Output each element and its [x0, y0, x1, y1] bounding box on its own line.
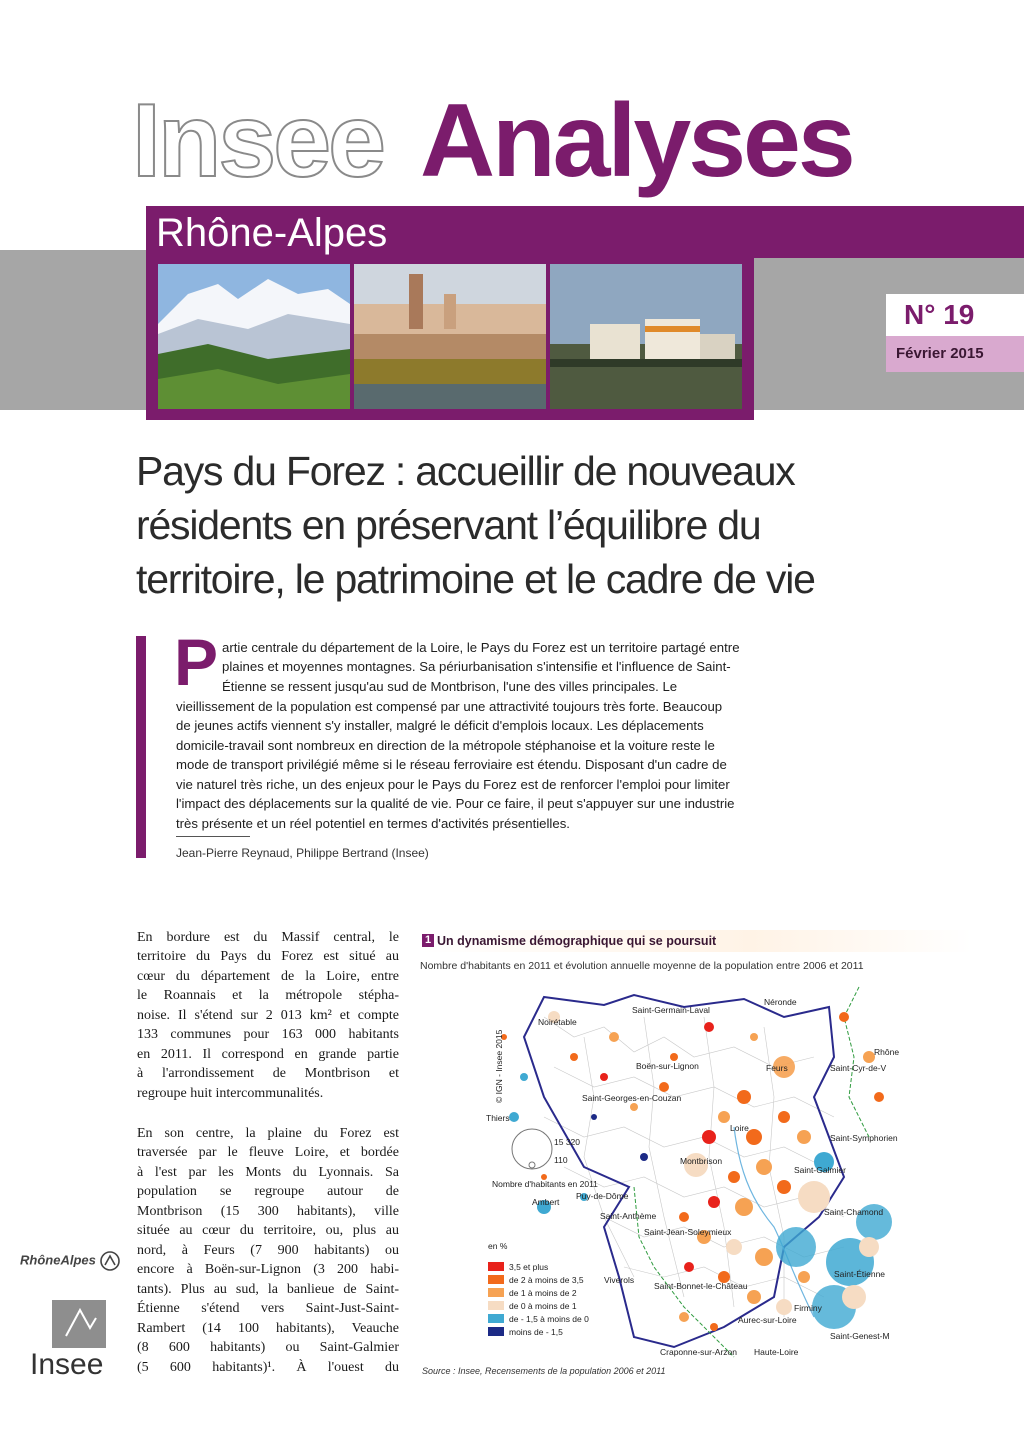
- color-legend-label: de 0 à moins de 1: [509, 1301, 577, 1311]
- body-line: Rambert (14 100 habitants), Veauche: [137, 1321, 399, 1336]
- place-label: Montbrison: [680, 1156, 723, 1166]
- place-label: Néronde: [764, 997, 797, 1007]
- issue-date: Février 2015: [896, 345, 984, 362]
- body-line: en 2011. Il correspond en grande partie: [137, 1047, 399, 1062]
- lead-line: Étienne se ressent jusqu'au sud de Montbrison, l'une des villes principales. Le: [222, 679, 678, 694]
- lead-dropcap: P: [174, 625, 219, 699]
- place-label: Saint-Chamond: [824, 1207, 884, 1217]
- lead-line: l'impact des déplacements sur la qualité de vie. Pour ce faire, il peut s'appuyer sur une industrie: [176, 796, 735, 811]
- figure-number: 1: [422, 934, 434, 947]
- size-legend-max: 15 320: [554, 1137, 580, 1147]
- photo-mountains: [158, 264, 350, 409]
- place-label: Puy-de-Dôme: [576, 1191, 629, 1201]
- color-legend-unit: en %: [488, 1241, 508, 1251]
- body-line: encore à Boën-sur-Lignon (3 200 habi-: [137, 1262, 399, 1277]
- lead-line: plaines et moyennes montagnes. Sa périurbanisation s'intensifie et l'influence de Saint-: [222, 659, 731, 674]
- author-line: Jean-Pierre Reynaud, Philippe Bertrand (Insee): [176, 846, 429, 860]
- body-line: tants). Plus au sud, la banlieue de Saint-: [137, 1282, 399, 1297]
- issue-number: N° 19: [904, 299, 975, 330]
- place-label: Rhône: [874, 1047, 900, 1057]
- insee-logo-mark: [52, 1300, 106, 1348]
- size-legend-title: Nombre d'habitants en 2011: [492, 1179, 598, 1189]
- lead-line: artie centrale du département de la Loire, le Pays du Forez est un territoire partagé entre: [222, 640, 740, 655]
- place-label: Craponne-sur-Arzon: [660, 1347, 738, 1357]
- place-label: Saint-Symphorien: [830, 1133, 898, 1143]
- body-line: nord, à Feurs (7 900 habitants) ou: [137, 1243, 399, 1258]
- figure-source: Source : Insee, Recensements de la population 2006 et 2011: [422, 1366, 666, 1376]
- body-line: 133 communes pour 163 000 habitants: [137, 1027, 399, 1042]
- place-label: Saint-Cyr-de-V: [830, 1063, 887, 1073]
- brand-insee: Insee: [132, 83, 383, 199]
- color-legend: [484, 1235, 604, 1345]
- place-label: Saint-Bonnet-le-Château: [654, 1281, 748, 1291]
- lead-line: domicile-travail sont nombreux en direction de la métropole stéphanoise et la voiture reste le: [176, 738, 715, 753]
- figure-title: Un dynamisme démographique qui se poursuit: [437, 934, 717, 948]
- place-label: Aurec-sur-Loire: [738, 1315, 797, 1325]
- article-headline: Pays du Forez : accueillir de nouveaux résidents en préservant l’équilibre du territoire, le patrimoine et le cadre de vie: [136, 448, 815, 602]
- map-copyright: © IGN - Insee 2015: [494, 1029, 504, 1103]
- place-label: Ambert: [532, 1197, 560, 1207]
- body-line: à l'est par les Monts du Lyonnais. Sa: [137, 1165, 399, 1180]
- body-line: regroupe huit intercommunalités.: [137, 1086, 324, 1101]
- body-line: territoire du Pays du Forez est situé au: [137, 949, 399, 964]
- color-legend-label: de 2 à moins de 3,5: [509, 1275, 584, 1285]
- region-title: Rhône-Alpes: [156, 211, 388, 255]
- color-legend-label: de 1 à moins de 2: [509, 1288, 577, 1298]
- place-label: Noirétable: [538, 1017, 577, 1027]
- body-line: (8 600 habitants) ou Saint-Galmier: [137, 1340, 399, 1355]
- place-label: Haute-Loire: [754, 1347, 799, 1357]
- lead-line: très présente et un réel potentiel en termes d'activités présentielles.: [176, 816, 570, 831]
- photo-city: [354, 264, 546, 409]
- figure-subtitle: Nombre d'habitants en 2011 et évolution annuelle moyenne de la population entre 2006 et 2011: [420, 960, 864, 972]
- lead-line: vieillissement de la population est compensé par une attractivité toujours très forte. Beaucoup: [176, 699, 723, 714]
- place-label: Loire: [730, 1123, 749, 1133]
- place-label: Firminy: [794, 1303, 822, 1313]
- place-label: Boën-sur-Lignon: [636, 1061, 699, 1071]
- lead-line: mode de transport privilégié même si le réseau ferroviaire est étendu. Disposant d'un cadre de: [176, 757, 727, 772]
- body-line: Étienne s'étend vers Saint-Just-Saint-: [137, 1301, 399, 1316]
- lead-line: vie naturel très riche, un des enjeux pour le Pays du Forez est de renforcer l'emploi pour limiter: [176, 777, 730, 792]
- body-line: En bordure est du Massif central, le: [137, 930, 399, 945]
- color-legend-label: de - 1,5 à moins de 0: [509, 1314, 589, 1324]
- body-line: (5 600 habitants)¹. À l'ouest du: [137, 1360, 399, 1375]
- rhone-alpes-emblem-icon: [99, 1250, 121, 1272]
- population-map: [484, 977, 900, 1365]
- photo-industry: [550, 264, 742, 409]
- author-rule: [176, 836, 250, 837]
- body-line: noise. Il s'étend sur 2 013 km² et compte: [137, 1008, 399, 1023]
- place-label: Saint-Jean-Soleymieux: [644, 1227, 732, 1237]
- place-label: Saint-Germain-Laval: [632, 1005, 710, 1015]
- rhone-alpes-logo: [20, 1250, 121, 1272]
- body-line: population se regroupe autour de: [137, 1184, 399, 1199]
- place-label: Saint-Anthème: [600, 1211, 657, 1221]
- body-line: le Roannais et la métropole stépha-: [137, 988, 399, 1003]
- place-label: Saint-Genest-M: [830, 1331, 890, 1341]
- place-label: Saint-Étienne: [834, 1269, 886, 1279]
- place-label: Saint-Galmier: [794, 1165, 846, 1175]
- body-line: En son centre, la plaine du Forez est: [137, 1126, 399, 1141]
- lead-line: de jeunes actifs viennent s'y installer, malgré le déficit d'emplois locaux. Les déplacements: [176, 718, 704, 733]
- body-line: à l'arrondissement de Montbrison et: [137, 1066, 399, 1081]
- place-label: Thiers: [486, 1113, 510, 1123]
- insee-logo-text: Insee: [30, 1348, 104, 1381]
- brand-analyses: Analyses: [420, 83, 853, 199]
- place-label: Viverols: [604, 1275, 635, 1285]
- rhone-alpes-logo-text: RhôneAlpes: [20, 1252, 96, 1268]
- color-legend-label: moins de - 1,5: [509, 1327, 563, 1337]
- lead-accent-bar: [136, 636, 146, 858]
- body-line: traversée par le fleuve Loire, et bordée: [137, 1145, 399, 1160]
- body-line: cœur du département de la Loire, entre: [137, 969, 399, 984]
- body-line: située au cœur du territoire, ou, plus au: [137, 1223, 399, 1238]
- size-legend-min: 110: [554, 1155, 568, 1165]
- place-label: Feurs: [766, 1063, 788, 1073]
- place-label: Saint-Georges-en-Couzan: [582, 1093, 682, 1103]
- color-legend-label: 3,5 et plus: [509, 1262, 549, 1272]
- body-line: Montbrison (15 300 habitants), ville: [137, 1204, 399, 1219]
